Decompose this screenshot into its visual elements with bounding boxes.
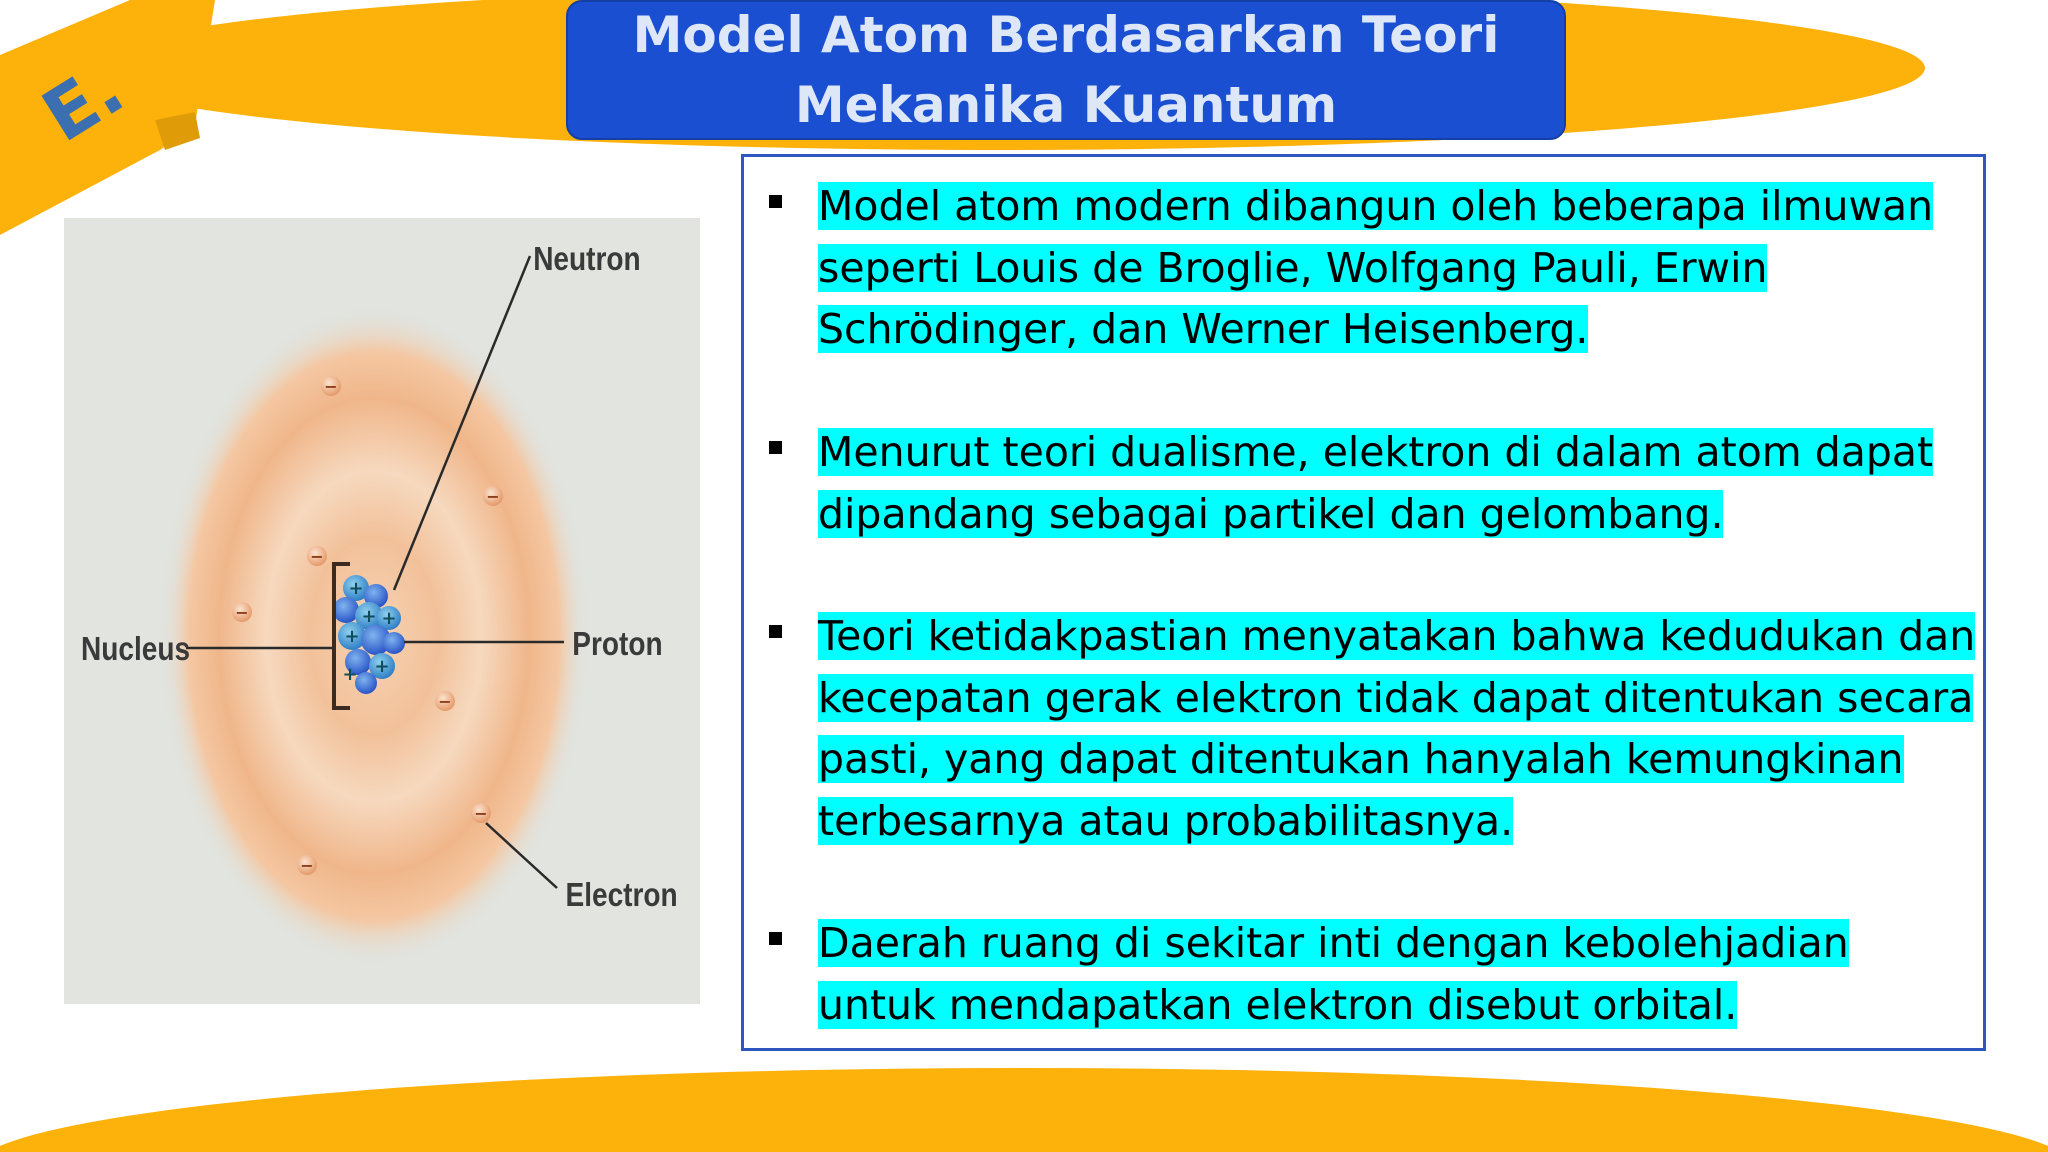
label-proton: Proton: [572, 625, 663, 663]
electron-sign: −: [438, 692, 452, 711]
label-neutron: Neutron: [533, 240, 641, 278]
square-bullet-icon: [769, 625, 782, 638]
atom-diagram: [64, 218, 700, 1004]
title-banner: [566, 0, 1566, 140]
nucleon: [333, 597, 359, 623]
bullet-text: Teori ketidakpastian menyatakan bahwa kedudukan dan kecepatan gerak elektron tidak dapat ditentukan secara pasti, yang dapat ditentukan hanyalah kemungkinan terbesarnya atau probabilitasnya.: [818, 612, 1976, 845]
proton-sign: +: [374, 656, 390, 677]
title-line-1: Model Atom Berdasarkan Teori: [632, 6, 1500, 64]
electron-sign: −: [235, 603, 249, 622]
proton-sign: +: [342, 664, 358, 685]
content-box: [741, 154, 1986, 1051]
section-letter: E.: [28, 46, 138, 159]
square-bullet-icon: [769, 195, 782, 208]
electron-sign: −: [324, 377, 338, 396]
label-nucleus: Nucleus: [81, 630, 191, 668]
square-bullet-icon: [769, 932, 782, 945]
bullet-text: Daerah ruang di sekitar inti dengan kebolehjadian untuk mendapatkan elektron disebut orbital.: [818, 919, 1849, 1029]
electron-sign: −: [300, 856, 314, 875]
proton-sign: +: [348, 578, 364, 599]
electron-sign: −: [310, 547, 324, 566]
bullet-text: Model atom modern dibangun oleh beberapa ilmuwan seperti Louis de Broglie, Wolfgang Pauli, Erwin Schrödinger, dan Werner Heisenberg.: [818, 182, 1934, 353]
title-line-2: Mekanika Kuantum: [794, 76, 1338, 134]
nucleon: [383, 632, 405, 654]
proton-sign: +: [381, 608, 397, 629]
proton-sign: +: [344, 626, 360, 647]
label-electron: Electron: [565, 876, 678, 914]
bottom-orange-banner: [0, 1068, 2048, 1152]
proton-sign: +: [361, 606, 377, 627]
bullet-text: Menurut teori dualisme, elektron di dalam atom dapat dipandang sebagai partikel dan gelombang.: [818, 428, 1934, 538]
square-bullet-icon: [769, 441, 782, 454]
electron-sign: −: [474, 804, 488, 823]
atom-diagram-svg: [64, 218, 700, 1004]
electron-sign: −: [486, 487, 500, 506]
